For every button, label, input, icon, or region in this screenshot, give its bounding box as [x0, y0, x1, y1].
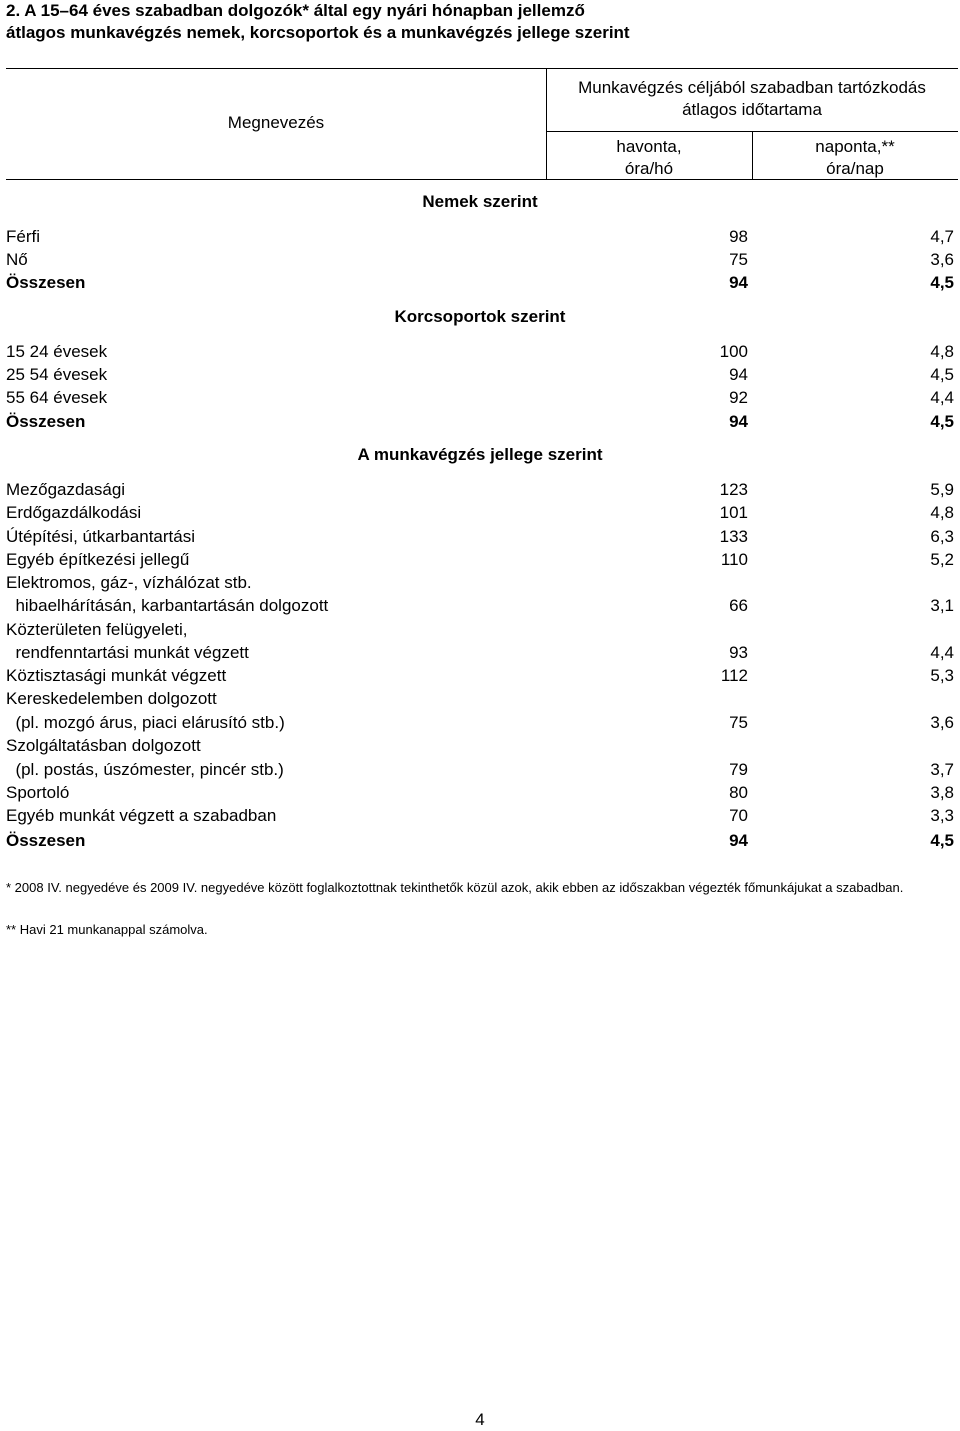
row-label: (pl. mozgó árus, piaci elárusító stb.)	[6, 713, 285, 732]
table-row	[0, 734, 960, 757]
row-daily-value: 5,9	[930, 480, 954, 499]
row-daily-value: 4,5	[930, 412, 954, 431]
row-label: Egyéb munkát végzett a szabadban	[6, 806, 277, 825]
row-label: Erdőgazdálkodási	[6, 503, 142, 522]
header-monthly-line-2: óra/hó	[624, 159, 674, 178]
title-line-1: 2. A 15–64 éves szabadban dolgozók* által egy nyári hónapban jellemző	[6, 1, 585, 20]
table-row	[0, 804, 960, 827]
row-label: (pl. postás, úszómester, pincér stb.)	[6, 760, 284, 779]
row-daily-value: 3,1	[930, 596, 954, 615]
row-label: 15 24 évesek	[6, 342, 108, 361]
row-label: Közterületen felügyeleti,	[6, 620, 188, 639]
row-label: 55 64 évesek	[6, 388, 108, 407]
row-daily-value: 4,8	[930, 342, 954, 361]
table-row	[0, 225, 960, 248]
row-label: Egyéb építkezési jellegű	[6, 550, 190, 569]
section-heading-work-type: A munkavégzés jellege szerint	[357, 445, 603, 464]
table-row	[0, 594, 960, 617]
row-label: Sportoló	[6, 783, 70, 802]
row-monthly-value: 133	[719, 527, 748, 546]
row-monthly-value: 101	[719, 503, 748, 522]
row-daily-value: 4,4	[930, 643, 954, 662]
table-row	[0, 363, 960, 386]
row-label: 25 54 évesek	[6, 365, 108, 384]
header-daily-line-2: óra/nap	[826, 159, 884, 178]
row-monthly-value: 94	[729, 273, 748, 292]
footnote-1: * 2008 IV. negyedéve és 2009 IV. negyedéve között foglalkoztottnak tekinthetők közül azok, akik ebben az időszakban végezték főmunkájukat a szabadban.	[6, 880, 904, 895]
row-daily-value: 3,8	[930, 783, 954, 802]
table-row	[0, 618, 960, 641]
table-row	[0, 571, 960, 594]
row-monthly-value: 70	[729, 806, 748, 825]
table-row	[0, 340, 960, 363]
row-daily-value: 6,3	[930, 527, 954, 546]
row-monthly-value: 79	[729, 760, 748, 779]
table-row	[0, 478, 960, 501]
row-label: Elektromos, gáz-, vízhálózat stb.	[6, 573, 252, 592]
table-row	[0, 525, 960, 548]
header-group-line-1: Munkavégzés céljából szabadban tartózkodás	[578, 78, 926, 97]
row-label: Összesen	[6, 412, 86, 431]
table-row	[0, 781, 960, 804]
page-number: 4	[475, 1410, 485, 1429]
header-group-title	[546, 77, 958, 121]
row-label: rendfenntartási munkát végzett	[6, 643, 249, 662]
row-label: Mezőgazdasági	[6, 480, 126, 499]
title-line-2: átlagos munkavégzés nemek, korcsoportok és a munkavégzés jellege szerint	[6, 23, 630, 42]
row-monthly-value: 100	[719, 342, 748, 361]
row-label: Összesen	[6, 831, 86, 850]
table-row	[0, 687, 960, 710]
table-row	[0, 248, 960, 271]
table-row	[0, 758, 960, 781]
row-monthly-value: 92	[729, 388, 748, 407]
row-label: Nő	[6, 250, 28, 269]
header-monthly-line-1: havonta,	[616, 137, 682, 156]
row-daily-value: 3,7	[930, 760, 954, 779]
table-row-total	[0, 829, 960, 852]
section-heading-gender: Nemek szerint	[422, 192, 538, 211]
table-row	[0, 664, 960, 687]
row-daily-value: 4,5	[930, 365, 954, 384]
header-daily-column	[752, 136, 958, 180]
row-monthly-value: 80	[729, 783, 748, 802]
row-daily-value: 3,6	[930, 713, 954, 732]
table-title	[6, 0, 956, 44]
row-daily-value: 5,3	[930, 666, 954, 685]
row-monthly-value: 110	[720, 550, 748, 569]
row-label: Összesen	[6, 273, 86, 292]
table-row	[0, 548, 960, 571]
row-label: Szolgáltatásban dolgozott	[6, 736, 201, 755]
row-label: hibaelhárításán, karbantartásán dolgozott	[6, 596, 329, 615]
row-monthly-value: 75	[729, 713, 748, 732]
row-monthly-value: 123	[719, 480, 748, 499]
row-daily-value: 4,7	[930, 227, 954, 246]
row-monthly-value: 98	[729, 227, 748, 246]
row-label: Köztisztasági munkát végzett	[6, 666, 227, 685]
row-monthly-value: 93	[729, 643, 748, 662]
table-row	[0, 501, 960, 524]
header-top-rule	[6, 68, 958, 69]
row-daily-value: 3,6	[930, 250, 954, 269]
row-daily-value: 3,3	[930, 806, 954, 825]
header-name-column: Megnevezés	[227, 113, 325, 132]
row-monthly-value: 94	[729, 365, 748, 384]
row-daily-value: 4,5	[930, 273, 954, 292]
table-row	[0, 641, 960, 664]
footnote-2: ** Havi 21 munkanappal számolva.	[6, 922, 208, 937]
row-monthly-value: 75	[729, 250, 748, 269]
row-label: Férfi	[6, 227, 40, 246]
row-monthly-value: 94	[729, 831, 748, 850]
header-daily-line-1: naponta,**	[815, 137, 895, 156]
row-daily-value: 4,8	[930, 503, 954, 522]
row-label: Útépítési, útkarbantartási	[6, 527, 195, 546]
row-daily-value: 4,4	[930, 388, 954, 407]
section-heading-age: Korcsoportok szerint	[394, 307, 566, 326]
row-daily-value: 4,5	[930, 831, 954, 850]
row-daily-value: 5,2	[930, 550, 954, 569]
table-row-total	[0, 410, 960, 433]
header-group-line-2: átlagos időtartama	[682, 100, 822, 119]
table-row	[0, 386, 960, 409]
table-row	[0, 711, 960, 734]
row-label: Kereskedelemben dolgozott	[6, 689, 217, 708]
header-monthly-column	[546, 136, 752, 180]
row-monthly-value: 66	[729, 596, 748, 615]
table-row-total	[0, 271, 960, 294]
row-monthly-value: 112	[720, 666, 748, 685]
row-monthly-value: 94	[729, 412, 748, 431]
